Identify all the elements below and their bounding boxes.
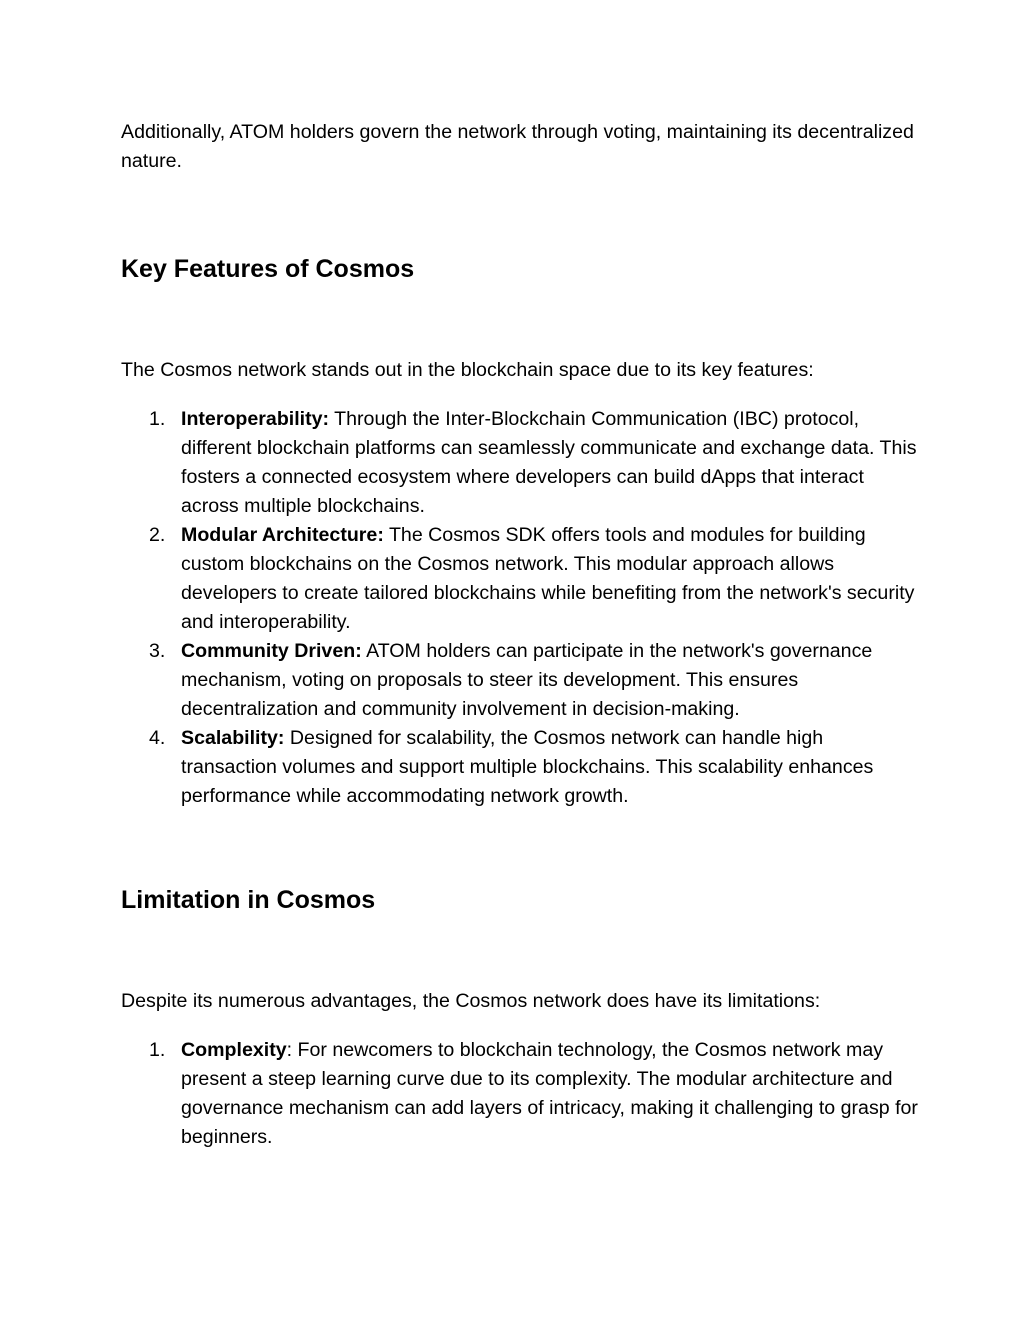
list-item-text: Designed for scalability, the Cosmos network can handle high transaction volumes and support multiple blockchains. This scalability enhances performance while accommodating network growth. [181,727,874,807]
list-item [121,521,921,637]
list-item [121,1036,921,1152]
intro-paragraph: Additionally, ATOM holders govern the network through voting, maintaining its decentralized nature. [121,121,914,172]
list-item-term: Complexity [181,1039,287,1061]
list-item-number: 3. [149,640,166,662]
list-item-number: 1. [149,1039,166,1061]
list-item-number: 2. [149,524,166,546]
limitations-heading: Limitation in Cosmos [121,886,376,914]
limitations-list [121,1036,921,1152]
features-list [121,405,921,811]
list-item-number: 4. [149,727,166,749]
list-item [121,724,921,811]
list-item-text: : For newcomers to blockchain technology, the Cosmos network may present a steep learning curve due to its complexity. The modular architecture and governance mechanism can add layers of intricacy, making it challenging to grasp for beginners. [181,1039,918,1148]
list-item-text: ATOM holders can participate in the network's governance mechanism, voting on proposals to steer its development. This ensures decentralization and community involvement in decision-making. [181,640,873,720]
list-item-number: 1. [149,408,166,430]
features-heading: Key Features of Cosmos [121,255,415,283]
list-item-text: The Cosmos SDK offers tools and modules for building custom blockchains on the Cosmos network. This modular approach allows developers to create tailored blockchains while benefiting from the network's security and interoperability. [181,524,915,633]
list-item-term: Community Driven: [181,640,362,662]
list-item-text: Through the Inter-Blockchain Communication (IBC) protocol, different blockchain platforms can seamlessly communicate and exchange data. This fosters a connected ecosystem where developers can build dApps that interact across multiple blockchains. [181,408,917,517]
limitations-lead-paragraph: Despite its numerous advantages, the Cosmos network does have its limitations: [121,990,821,1012]
list-item [121,637,921,724]
list-item-term: Scalability: [181,727,285,749]
list-item-term: Modular Architecture: [181,524,384,546]
list-item-term: Interoperability: [181,408,330,430]
features-lead-paragraph: The Cosmos network stands out in the blockchain space due to its key features: [121,359,814,381]
list-item [121,405,921,521]
